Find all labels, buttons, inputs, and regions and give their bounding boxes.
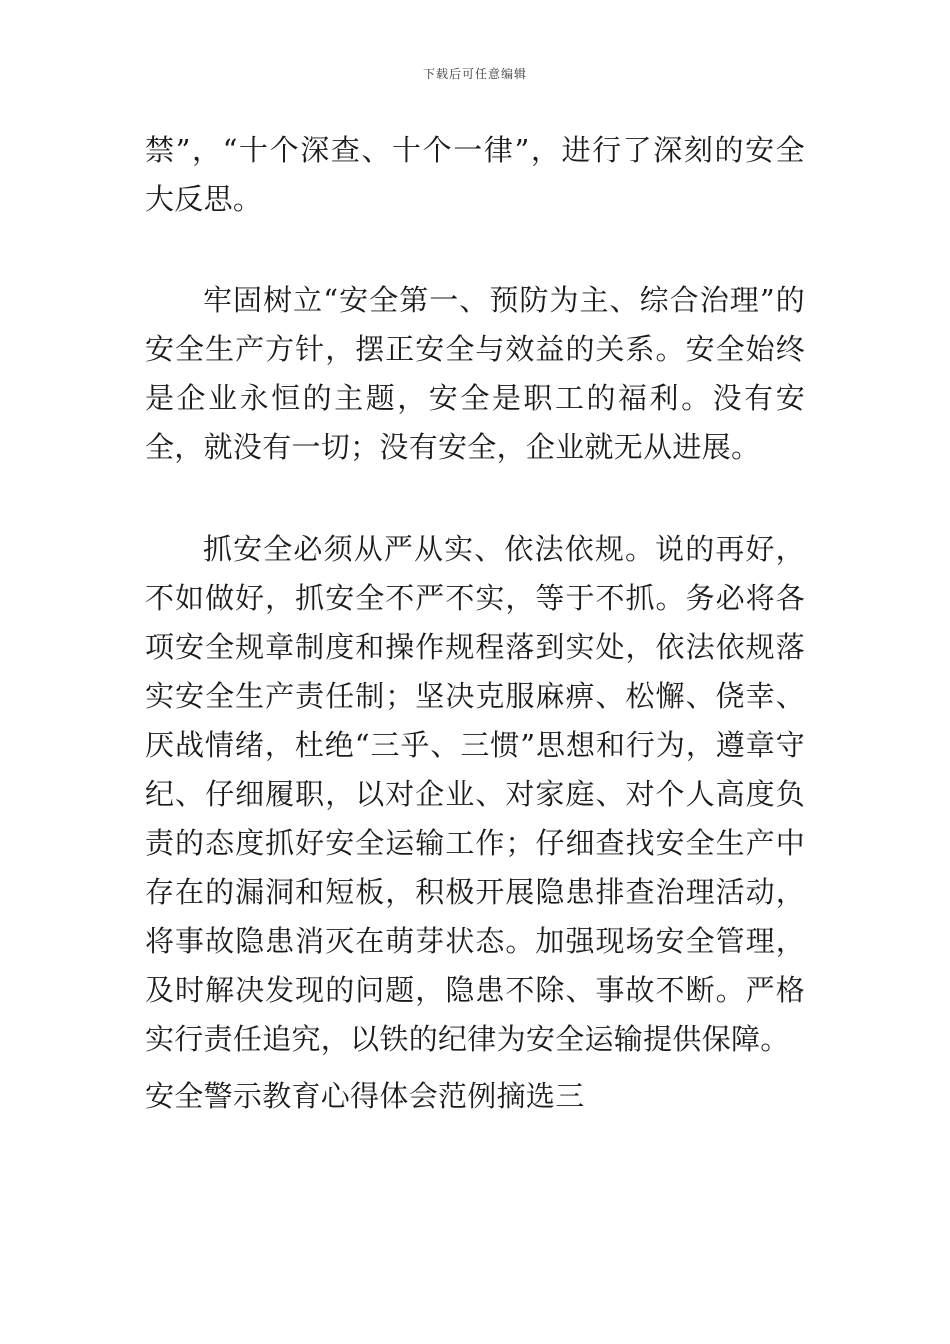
paragraph-strict-safety: 抓安全必须从严从实、依法依规。说的再好，不如做好，抓安全不严不实，等于不抓。务必将各项安全规章制度和操作规程落到实处，依法依规落实安全生产责任制；坚决克服麻痹、松懈、侥幸、厌战情绪，杜绝“三乎、三惯”思想和行为，遵章守纪、仔细履职，以对企业、对家庭、对个人高度负责的态度抓好安全运输工作；仔细查找安全生产中存在的漏洞和短板，积极开展隐患排查治理活动，将事故隐患消灭在萌芽状态。加强现场安全管理，及时解决发现的问题，隐患不除、事故不断。严格实行责任追究，以铁的纪律为安全运输提供保障。 <box>145 532 805 1056</box>
section-title: 安全警示教育心得体会范例摘选三 <box>145 1079 585 1113</box>
paragraph-safety-policy: 牢固树立“安全第一、预防为主、综合治理”的安全生产方针，摆正安全与效益的关系。安全始终是企业永恒的主题，安全是职工的福利。没有安全，就没有一切；没有安全，企业就无从进展。 <box>145 283 805 464</box>
paragraph-continuation: 禁”，“十个深查、十个一律”，进行了深刻的安全大反思。 <box>145 133 805 216</box>
header-note: 下载后可任意编辑 <box>422 67 527 81</box>
